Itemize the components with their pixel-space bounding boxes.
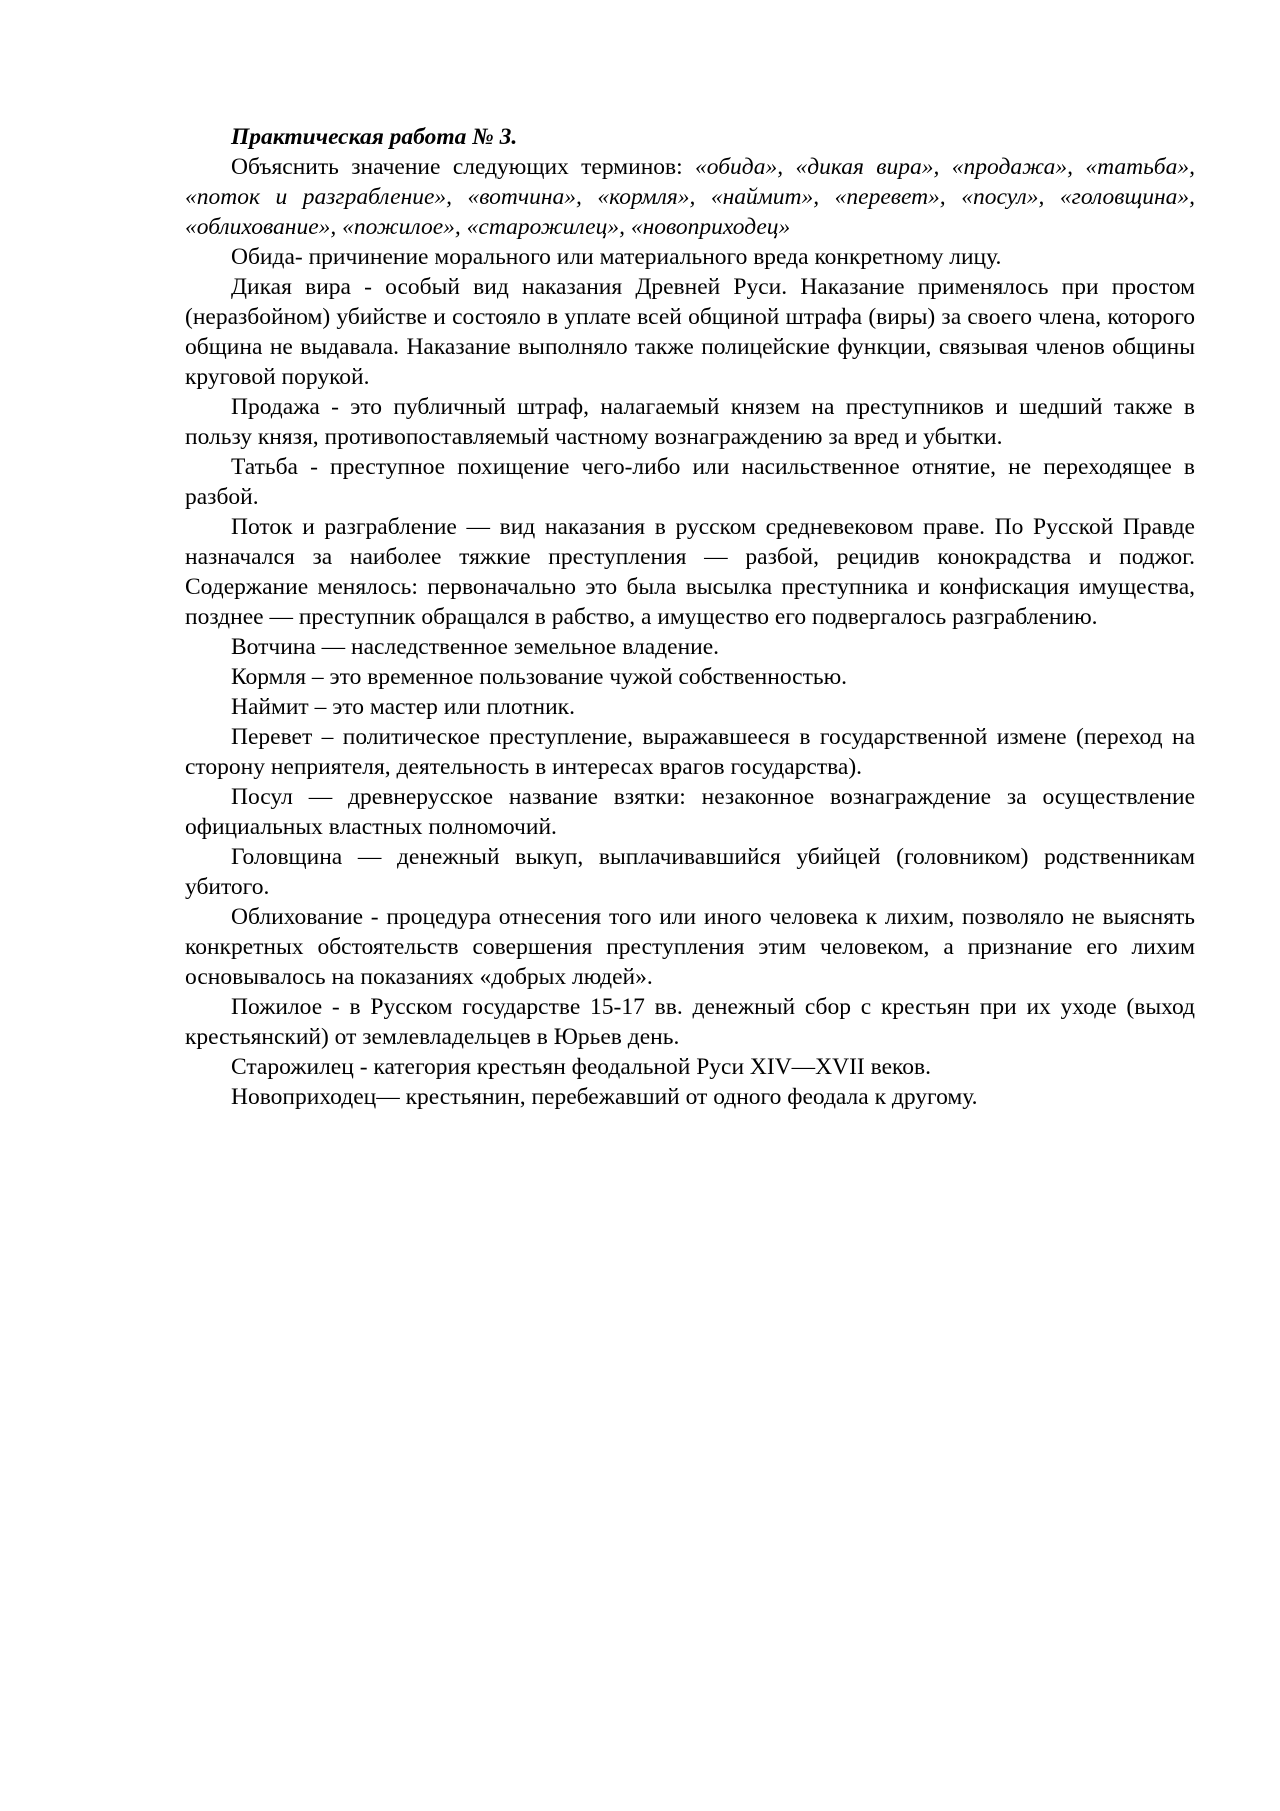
definition-kormlya: Кормля – это временное пользование чужой собственностью. xyxy=(231,664,848,690)
task-terms: «обида», «дикая вира», «продажа», «татьба», «поток и разграбление», «вотчина», «кормля», «наймит», «перевет», «посул», «головщина», «облихование», «пожилое», «старожилец», «новоприходец» xyxy=(185,154,1196,240)
definition-naymit: Наймит – это мастер или плотник. xyxy=(231,694,575,720)
definition-oblikhovanie: Облихование - процедура отнесения того или иного человека к лихим, позволяло не выяснять конкретных обстоятельств совершения преступления этим человеком, а признание его лихим основывалось на показаниях «добрых людей». xyxy=(185,904,1195,990)
definition-perevet: Перевет – политическое преступление, выражавшееся в государственной измене (переход на сторону неприятеля, деятельность в интересах врагов государства). xyxy=(185,724,1195,780)
document-page xyxy=(185,122,1195,1112)
definition-tatba: Татьба - преступное похищение чего-либо или насильственное отнятие, не переходящее в разбой. xyxy=(185,454,1195,510)
definition-golovshchina: Головщина — денежный выкуп, выплачивавшийся убийцей (головником) родственникам убитого. xyxy=(185,844,1195,900)
definition-votchina: Вотчина — наследственное земельное владение. xyxy=(231,634,720,660)
definition-novoprikhodets: Новоприходец— крестьянин, перебежавший от одного феодала к другому. xyxy=(231,1084,978,1110)
definition-potok: Поток и разграбление — вид наказания в русском средневековом праве. По Русской Правде назначался за наиболее тяжкие преступления — разбой, рецидив конокрадства и поджог. Содержание менялось: первоначально это была высылка преступника и конфискация имущества, позднее — преступник обращался в рабство, а имущество его подвергалось разграблению. xyxy=(185,514,1195,630)
task-prefix: Объяснить значение следующих терминов: xyxy=(231,154,696,180)
definition-prodazha: Продажа - это публичный штраф, налагаемый князем на преступников и шедший также в пользу князя, противопоставляемый частному вознаграждению за вред и убытки. xyxy=(185,394,1195,450)
task-paragraph xyxy=(185,152,1195,242)
definition-pozhiloe: Пожилое - в Русском государстве 15-17 вв. денежный сбор с крестьян при их уходе (выход крестьянский) от землевладельцев в Юрьев день. xyxy=(185,994,1195,1050)
definition-dikaya-vira: Дикая вира - особый вид наказания Древней Руси. Наказание применялось при простом (неразбойном) убийстве и состояло в уплате всей общиной штрафа (виры) за своего члена, которого община не выдавала. Наказание выполняло также полицейские функции, связывая членов общины круговой порукой. xyxy=(185,274,1195,390)
definition-obida: Обида- причинение морального или материального вреда конкретному лицу. xyxy=(231,244,1002,270)
definition-posul: Посул — древнерусское название взятки: незаконное вознаграждение за осуществление официальных властных полномочий. xyxy=(185,784,1195,840)
definition-starozhilets: Старожилец - категория крестьян феодальной Руси XIV—XVII веков. xyxy=(231,1054,931,1080)
document-title: Практическая работа № 3. xyxy=(231,124,518,150)
